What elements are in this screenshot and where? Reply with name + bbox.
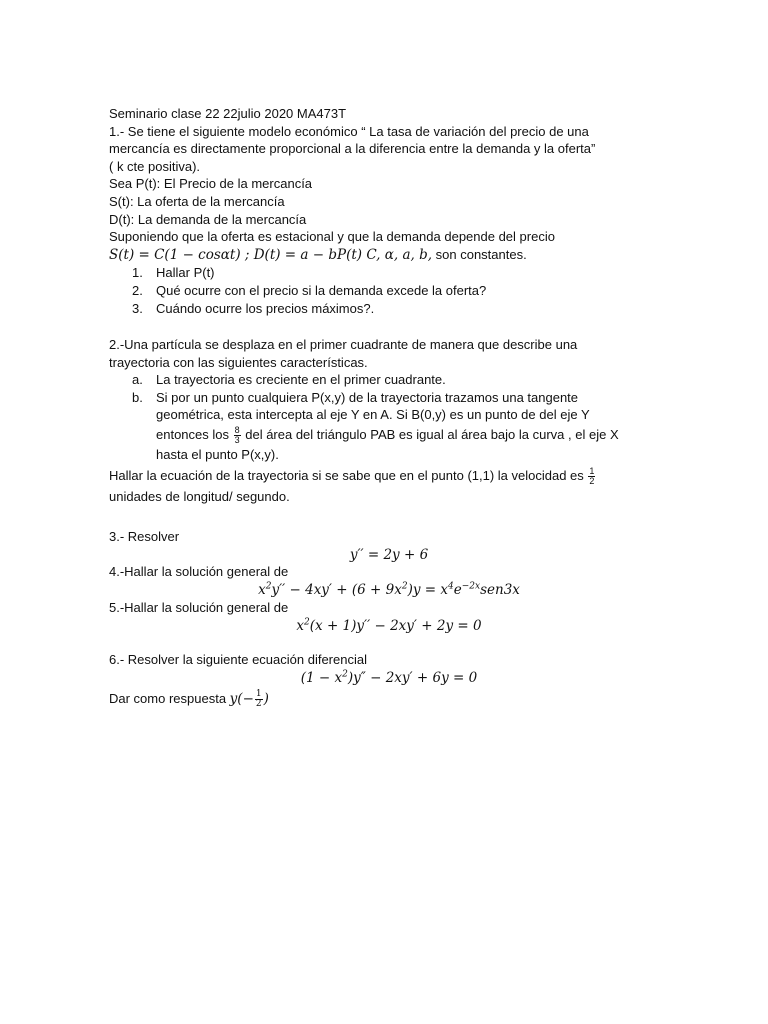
- list-item: [109, 300, 669, 318]
- list-marker: 1.: [132, 265, 143, 281]
- list-text: La trayectoria es creciente en el primer cuadrante.: [156, 372, 446, 388]
- p6-label: 6.- Resolver la siguiente ecuación diferencial: [109, 652, 367, 667]
- p6-answer-text: Dar como respuesta: [109, 691, 230, 707]
- list-text: hasta el punto P(x,y).: [156, 446, 279, 462]
- list-item: [109, 371, 669, 389]
- p1-line: mercancía es directamente proporcional a la diferencia entre la demanda y la oferta”: [109, 141, 596, 157]
- p1-line: Sea P(t): El Precio de la mercancía: [109, 176, 313, 192]
- problem-1: [109, 105, 669, 317]
- p2-line: 2.-Una partícula se desplaza en el primer cuadrante de manera que describe una: [109, 337, 578, 352]
- math-part: x: [296, 617, 305, 634]
- problem-2: [109, 336, 669, 505]
- fraction-eight-thirds: [234, 426, 241, 445]
- list-text: geométrica, esta intercepta al eje Y en A. Si B(0,y) es un punto de del eje Y: [156, 407, 590, 423]
- p2-list: [109, 371, 669, 463]
- list-text: Si por un punto cualquiera P(x,y) de la trayectoria trazamos una tangente: [156, 389, 579, 405]
- p1-line: ( k cte positiva).: [109, 158, 201, 174]
- p4-label: 4.-Hallar la solución general de: [109, 564, 289, 579]
- list-text: entonces los: [156, 426, 233, 442]
- p5-label: 5.-Hallar la solución general de: [109, 600, 289, 615]
- problem-3: [109, 528, 669, 564]
- list-item: [109, 264, 669, 282]
- p4-equation: [109, 581, 669, 600]
- p3-label: 3.- Resolver: [109, 529, 180, 544]
- fraction-numerator: 1: [589, 465, 595, 476]
- fraction-numerator: 1: [255, 689, 262, 700]
- math-exponent: 2: [304, 617, 310, 628]
- p1-line: 1.- Se tiene el siguiente modelo económico “ La tasa de variación del precio de una: [109, 123, 589, 139]
- math-exponent: −2x: [461, 581, 481, 592]
- math-part: )y″ − 2xy′ + 6y = 0: [347, 669, 478, 686]
- header-title: Seminario clase 22 22julio 2020 MA473T: [109, 106, 347, 121]
- math-part: y′′ − 4xy′ + (6 + 9x: [271, 581, 402, 598]
- problem-4: [109, 563, 669, 599]
- p1-list: [109, 264, 669, 317]
- p2-line: trayectoria con las siguientes características.: [109, 354, 368, 370]
- p1-formula-line: [109, 246, 669, 265]
- p2-final-line: unidades de longitud/ segundo.: [109, 488, 290, 504]
- p1-line: S(t): La oferta de la mercancía: [109, 193, 285, 209]
- p2-final-line: [109, 464, 669, 488]
- math-exponent: 2: [265, 581, 272, 592]
- p1-line: D(t): La demanda de la mercancía: [109, 211, 307, 227]
- math-part: x: [258, 581, 266, 598]
- list-marker: b.: [132, 389, 143, 405]
- p3-equation: y′′ = 2y + 6: [349, 546, 429, 563]
- fraction-one-half: [588, 467, 595, 486]
- list-text: del área del triángulo PAB es igual al área bajo la curva , el eje X: [241, 426, 619, 442]
- math-part: (x + 1)y′′ − 2xy′ + 2y = 0: [309, 617, 482, 634]
- fraction-denominator: 2: [255, 699, 262, 710]
- list-marker: 3.: [132, 300, 143, 316]
- p2-final-text: Hallar la ecuación de la trayectoria si se sabe que en el punto (1,1) la velocidad es: [109, 467, 588, 483]
- math-part: )y = x: [407, 581, 448, 598]
- p1-formula: S(t) = C(1 − cosαt) ; D(t) = a − bP(t) C, α, a, b,: [109, 246, 433, 263]
- list-marker: 2.: [132, 282, 143, 298]
- math-part: e: [453, 581, 462, 598]
- fraction-numerator: 8: [234, 425, 240, 436]
- math-part: (1 − x: [300, 669, 343, 686]
- math-part: y(−: [229, 691, 254, 708]
- p6-equation: [109, 669, 669, 688]
- fraction-one-half: [255, 690, 263, 709]
- list-item: [109, 389, 669, 464]
- p1-line: Suponiendo que la oferta es estacional y que la demanda depende del precio: [109, 229, 555, 245]
- fraction-denominator: 2: [589, 475, 595, 486]
- list-text: Qué ocurre con el precio si la demanda excede la oferta?: [156, 282, 487, 298]
- list-marker: a.: [132, 372, 143, 388]
- p1-formula-tail: son constantes.: [432, 246, 527, 262]
- problem-6: [109, 651, 669, 711]
- p3-equation-line: [109, 546, 669, 565]
- math-part: ): [263, 691, 269, 708]
- math-exponent: 4: [448, 581, 454, 592]
- math-exponent: 2: [342, 669, 348, 680]
- math-exponent: 2: [401, 581, 408, 592]
- list-item: [109, 282, 669, 300]
- list-text: Cuándo ocurre los precios máximos?.: [156, 300, 375, 316]
- p6-answer-line: [109, 687, 669, 711]
- list-text-fraction-line: [156, 424, 669, 446]
- fraction-denominator: 3: [234, 435, 240, 446]
- p5-equation: [109, 617, 669, 636]
- math-part: sen3x: [480, 581, 520, 598]
- list-text: Hallar P(t): [156, 265, 215, 281]
- problem-5: [109, 599, 669, 635]
